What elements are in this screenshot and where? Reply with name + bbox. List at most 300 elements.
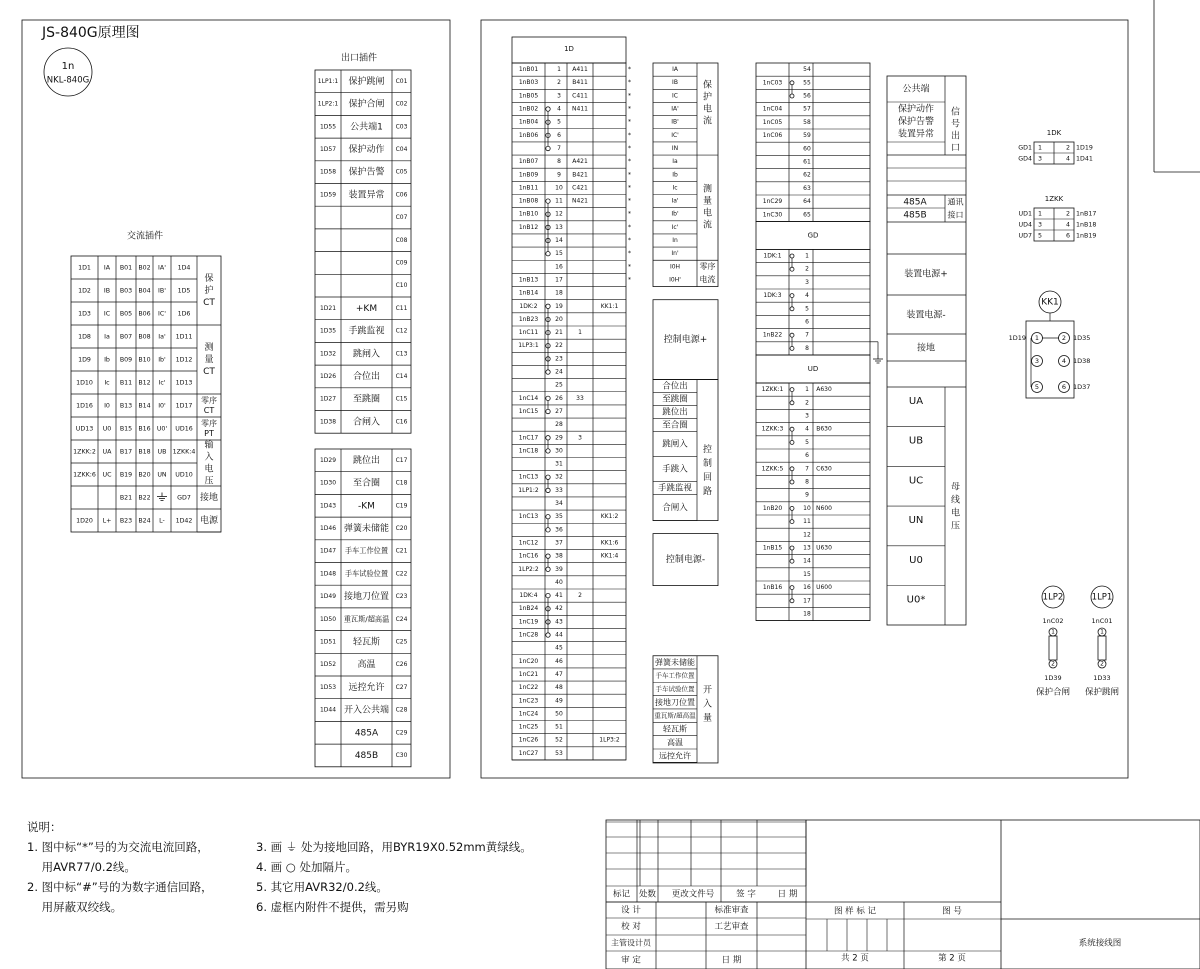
kk1-right-label: 1D38	[1073, 357, 1091, 365]
ac-cell: 1D10	[76, 379, 93, 387]
voltage-item: U0	[909, 554, 923, 566]
note-line: 4. 画 ○ 处加隔片。	[256, 860, 357, 874]
ac-cell: 1D12	[175, 356, 193, 364]
terminal-1d-num: 51	[555, 723, 563, 731]
terminal-1d-num: 39	[555, 565, 563, 573]
sign-review: 审 定	[621, 955, 641, 966]
page-total: 共 2 页	[841, 953, 869, 964]
terminal-1d-num: 27	[555, 407, 563, 415]
terminal-1d-from: 1DK:4	[519, 592, 538, 600]
terminal-wire: B630	[816, 425, 832, 433]
terminal-1d-num: 7	[557, 144, 561, 152]
out-pin: C05	[395, 168, 408, 176]
left-panel-frame	[22, 20, 450, 778]
terminal-num: 7	[805, 465, 809, 473]
separator-circle	[790, 94, 794, 98]
separator-circle	[546, 567, 550, 571]
ac-cell: UB	[157, 448, 167, 456]
terminal-1d-num: 3	[557, 92, 561, 100]
terminal-1d-num: 52	[555, 736, 563, 744]
out-pin: C30	[395, 751, 408, 759]
terminal-from: 1nB15	[762, 544, 783, 552]
separator-circle	[546, 449, 550, 453]
zkk-table-from: UD7	[1018, 232, 1032, 240]
out-terminal: 1D29	[319, 456, 337, 464]
current-loop-mark: *	[628, 118, 631, 126]
kk1-title: KK1	[1041, 297, 1059, 308]
terminal-1d-from: 1nB14	[518, 289, 539, 297]
terminal-1d-from: 1nB12	[518, 223, 539, 231]
out-terminal: 1D47	[319, 547, 337, 555]
signal-label: IB'	[671, 118, 679, 126]
terminal-1d-to: 1LP3:2	[599, 736, 620, 744]
terminal-1d-wire: B421	[572, 171, 588, 179]
zkk-table-to: 1nB19	[1076, 232, 1097, 240]
terminal-num: 2	[805, 265, 809, 273]
terminal-num: 4	[805, 292, 809, 300]
ac-cell: B10	[138, 356, 151, 364]
separator-circle	[790, 480, 794, 484]
signal-label: IC	[672, 92, 678, 100]
separator-circle	[790, 427, 794, 431]
signal-item: 保护告警	[897, 117, 935, 127]
signal-label: IC'	[671, 131, 679, 139]
terminal-from: 1nB20	[762, 504, 783, 512]
ac-cell: UC	[102, 471, 112, 479]
rev-header: 日 期	[777, 889, 798, 900]
separator-circle	[790, 546, 794, 550]
terminal-wire: C630	[816, 465, 832, 473]
ac-cell: Ib'	[158, 356, 166, 364]
group-label: 路	[702, 487, 713, 498]
rev-header: 更改文件号	[671, 889, 715, 900]
terminal-1d-from: 1nB11	[518, 184, 539, 192]
separator-circle	[790, 294, 794, 298]
terminal-num: 9	[805, 491, 809, 499]
group-label: 通讯	[947, 197, 964, 207]
terminal-num: 6	[805, 318, 809, 326]
rev-header: 处数	[638, 889, 657, 900]
out-terminal: 1D48	[319, 570, 337, 578]
out-terminal: 1D49	[319, 593, 337, 601]
terminal-1d-num: 20	[555, 315, 563, 323]
notes-col2	[256, 837, 532, 917]
group-label: 流	[702, 116, 713, 127]
out-function: 保护跳闸	[348, 76, 385, 87]
signal-label: I0H	[669, 263, 681, 271]
group-label: 量	[702, 196, 713, 207]
terminal-wire: U630	[816, 544, 832, 552]
lp2-caption: 保护合闸	[1035, 687, 1071, 698]
out-pin: C25	[395, 638, 408, 646]
ac-group-label: 接地	[199, 493, 219, 503]
terminal-num: 57	[803, 105, 811, 113]
voltage-item: UB	[908, 435, 924, 447]
ac-cell: B21	[119, 494, 133, 502]
out-pin: C16	[395, 418, 408, 426]
out-terminal: 1D57	[319, 145, 337, 153]
ac-cell: IA'	[158, 264, 166, 272]
note-line: 6. 虚框内附件不提供，需另购	[256, 900, 409, 914]
terminal-1d-to: KK1:2	[600, 513, 619, 521]
ac-group-label: CT	[203, 298, 215, 308]
drawing-title: JS-840G原理图	[42, 25, 140, 41]
terminal-1d-from: 1nC12	[518, 539, 539, 547]
terminal-1d-wire: C411	[572, 92, 588, 100]
terminal-1d-from: 1nC21	[518, 670, 539, 678]
page-number: 第 2 页	[938, 953, 966, 964]
ac-cell: Ic'	[158, 379, 166, 387]
terminal-num: 6	[805, 452, 809, 460]
terminal-1d-num: 47	[555, 670, 563, 678]
signal-label: Ib'	[671, 210, 679, 218]
ac-cell: B23	[119, 517, 133, 525]
separator-circle	[546, 304, 550, 308]
terminal-1d-from: 1nB07	[518, 158, 539, 166]
terminal-num: 54	[803, 66, 811, 74]
lp2-plate	[1049, 636, 1057, 660]
group-label: 开	[702, 685, 713, 696]
group-label: 母	[950, 482, 961, 493]
kk1-pin-num: 3	[1034, 357, 1040, 365]
current-loop-mark: *	[628, 131, 631, 139]
dk-table-to: 1D41	[1076, 155, 1093, 163]
zkk-table-to: 1nB17	[1076, 210, 1097, 218]
out-pin: C06	[395, 191, 408, 199]
kk1-pin-num: 2	[1061, 334, 1067, 342]
out-pin: C22	[395, 570, 408, 578]
terminal-from: 1nC06	[762, 132, 783, 140]
lp2-top: 1nC02	[1042, 617, 1064, 625]
zkk-table-num: 4	[1065, 221, 1071, 229]
note-line: 3. 画 ⏚ 处为接地回路，用BYR19X0.52mm黄绿线。	[256, 840, 532, 854]
ac-cell: I0'	[158, 402, 166, 410]
out-terminal: 1D58	[319, 168, 337, 176]
group-label: 电	[702, 104, 713, 115]
out-pin: C15	[395, 395, 408, 403]
terminal-1d-num: 5	[557, 118, 561, 126]
ac-cell: 1ZKK:2	[73, 448, 96, 456]
out-terminal: 1D50	[319, 615, 337, 623]
group-label: 号	[950, 119, 961, 130]
terminal-num: 55	[803, 79, 811, 87]
terminal-1d-num: 23	[555, 355, 563, 363]
ctrl-item: 跳位出	[662, 407, 688, 418]
group-label: 出	[950, 131, 961, 142]
zkk-table-from: UD4	[1018, 221, 1032, 229]
zkk-table-title: 1ZKK	[1044, 195, 1064, 203]
group-label: 量	[702, 713, 713, 724]
ac-group-label: 量	[204, 355, 214, 365]
terminal-1d-num: 14	[555, 237, 563, 245]
separator-circle	[546, 633, 550, 637]
zkk-table-num: 5	[1037, 232, 1043, 240]
terminal-1d-num: 50	[555, 710, 563, 718]
ctrl-item: 跳闸入	[662, 439, 688, 450]
terminal-num: 5	[805, 305, 809, 313]
terminal-num: 16	[803, 584, 811, 592]
current-loop-mark: *	[628, 184, 631, 192]
comm-item: 485A	[903, 197, 927, 208]
input-item: 轻瓦斯	[663, 724, 687, 734]
terminal-1d-num: 48	[555, 684, 563, 692]
signal-item: 装置异常	[897, 129, 935, 140]
ac-group-label: PT	[204, 429, 214, 438]
terminal-1d-from: 1nC24	[518, 710, 539, 718]
separator-circle	[790, 440, 794, 444]
out-pin: C17	[395, 456, 408, 464]
ac-group-label: 零序	[201, 396, 217, 405]
separator-circle	[546, 436, 550, 440]
ac-group-label: 测	[204, 343, 214, 353]
lp1-pin-num: 2	[1100, 660, 1104, 668]
terminal-1d-from: 1nC13	[518, 473, 539, 481]
terminal-from: 1nC03	[762, 79, 783, 87]
out-plugin-title: 出口插件	[340, 53, 378, 64]
out-terminal: 1LP1:1	[317, 77, 339, 85]
current-loop-mark: *	[628, 105, 631, 113]
group-label: 护	[702, 92, 713, 103]
current-loop-mark: *	[628, 92, 631, 100]
terminal-1d-from: 1nB06	[518, 131, 539, 139]
out-function: 开入公共端	[343, 705, 390, 716]
group-label: 信	[950, 107, 961, 118]
out-terminal: 1D32	[319, 350, 337, 358]
ac-cell: B04	[138, 287, 151, 295]
terminal-1d-num: 15	[555, 250, 563, 258]
out-pin: C07	[395, 214, 408, 222]
input-item: 手车工作位置	[655, 671, 695, 680]
terminal-num: 4	[805, 425, 809, 433]
group-label: 入	[702, 699, 713, 710]
terminal-from: 1ZKK:3	[761, 425, 784, 433]
terminal-from: 1DK:1	[763, 252, 782, 260]
terminal-1d-from: 1nC20	[518, 657, 539, 665]
terminal-1d-from: 1nC14	[518, 394, 539, 402]
out-pin: C26	[395, 661, 408, 669]
separator-circle	[546, 370, 550, 374]
current-loop-mark: *	[628, 210, 631, 218]
signal-label: I0H'	[669, 276, 681, 284]
ac-cell: UD13	[75, 425, 94, 433]
zkk-table-num: 2	[1065, 210, 1071, 218]
ac-cell: 1D3	[78, 310, 91, 318]
note-line: 用AVR77/0.2线。	[27, 860, 136, 874]
ac-cell: 1D42	[175, 517, 193, 525]
terminal-1d-num: 38	[555, 552, 563, 560]
group-label: 压	[950, 521, 961, 532]
terminal-1d-num: 17	[555, 276, 563, 284]
terminal-1d-from: 1nB24	[518, 605, 539, 613]
terminal-num: 60	[803, 145, 811, 153]
out-terminal: 1D35	[319, 327, 337, 335]
ac-cell: B15	[119, 425, 133, 433]
separator-circle	[546, 107, 550, 111]
terminal-1d-from: 1LP1:2	[518, 486, 539, 494]
terminal-1d-num: 41	[555, 592, 563, 600]
ac-group-label: 零序	[201, 419, 217, 428]
current-loop-mark: *	[628, 237, 631, 245]
ac-cell: L-	[159, 517, 165, 525]
terminal-num: 7	[805, 331, 809, 339]
out-function: 远控允许	[348, 682, 385, 693]
kk1-right-label: 1D37	[1073, 383, 1091, 391]
ac-group-label: 电	[204, 464, 214, 475]
terminal-wire: U600	[816, 584, 832, 592]
gd-title: GD	[807, 231, 819, 240]
ac-cell: B22	[138, 494, 151, 502]
terminal-num: 59	[803, 132, 811, 140]
ctrl-power-pos: 控制电源+	[663, 335, 708, 346]
dk-table-num: 2	[1065, 144, 1071, 152]
out-pin: C28	[395, 706, 408, 714]
terminal-num: 15	[803, 570, 811, 578]
signal-item: 保护动作	[897, 104, 935, 115]
terminal-1d-num: 22	[555, 342, 563, 350]
lp2-pin-num: 2	[1051, 660, 1055, 668]
power-item: 接地	[916, 343, 936, 354]
notes-col1	[27, 817, 213, 917]
ac-cell: IC	[103, 310, 111, 318]
signal-label: Ia'	[671, 197, 679, 205]
separator-circle	[546, 514, 550, 518]
zkk-table-num: 1	[1037, 210, 1043, 218]
terminal-1d-wire: N421	[572, 197, 588, 205]
terminal-1d-num: 53	[555, 749, 563, 757]
ac-cell: B13	[119, 402, 133, 410]
terminal-num: 10	[803, 504, 811, 512]
ac-cell: Ia'	[158, 333, 166, 341]
ac-cell: B14	[138, 402, 151, 410]
dk-table-num: 3	[1037, 155, 1043, 163]
terminal-num: 64	[803, 198, 811, 206]
ctrl-power-neg: 控制电源-	[665, 555, 706, 566]
separator-circle	[546, 409, 550, 413]
terminal-1d-num: 33	[555, 486, 563, 494]
terminal-1d-wire: 2	[578, 592, 582, 600]
out-pin: C04	[395, 145, 408, 153]
separator-circle	[790, 346, 794, 350]
out-function: 重瓦斯/超高温	[343, 614, 390, 624]
proc-review: 工艺审查	[714, 922, 749, 932]
ac-cell: U0	[102, 425, 112, 433]
signal-label: IN	[671, 144, 679, 152]
terminal-1d-from: 1nB08	[518, 197, 539, 205]
group-label: 零序	[699, 261, 716, 271]
group-label: 线	[950, 495, 961, 506]
input-item: 弹簧未储能	[655, 657, 695, 667]
ud-title: UD	[807, 365, 819, 373]
terminal-1d-from: 1nB02	[518, 105, 539, 113]
ac-plugin-title: 交流插件	[126, 231, 164, 242]
out-pin: C24	[395, 615, 408, 623]
out-function: 手车工作位置	[344, 546, 389, 556]
out-pin: C20	[395, 524, 408, 532]
dk-table-to: 1D19	[1076, 144, 1093, 152]
out-pin: C11	[395, 304, 408, 312]
terminal-1d-num: 8	[557, 158, 561, 166]
terminal-from: 1ZKK:5	[761, 465, 784, 473]
out-pin: C18	[395, 479, 408, 487]
separator-circle	[546, 528, 550, 532]
lp1-title: 1LP1	[1091, 592, 1113, 603]
group-label: 控	[702, 445, 713, 456]
out-function: 弹簧未储能	[343, 523, 390, 534]
power-item: 装置电源+	[904, 269, 948, 280]
out-pin: C02	[395, 100, 408, 108]
ac-cell: B09	[119, 356, 133, 364]
out-pin: C14	[395, 372, 408, 380]
out-terminal: 1D46	[319, 524, 337, 532]
terminal-1d-from: 1nB09	[518, 171, 539, 179]
ac-cell: 1D11	[175, 333, 193, 341]
terminal-1d-wire: N411	[572, 105, 588, 113]
out-pin: C13	[395, 350, 408, 358]
signal-label: IB	[672, 79, 678, 87]
terminal-1d-num: 49	[555, 697, 563, 705]
lp2-pin-num: 1	[1051, 628, 1055, 636]
terminal-1d-num: 40	[555, 578, 563, 586]
out-terminal: 1D30	[319, 479, 337, 487]
current-loop-mark: *	[628, 158, 631, 166]
terminal-from: 1nC04	[762, 105, 783, 113]
terminal-1d-from: 1nB13	[518, 276, 539, 284]
terminal-1d-num: 21	[555, 329, 563, 337]
current-loop-mark: *	[628, 263, 631, 271]
terminal-1d-num: 26	[555, 394, 563, 402]
dk-table-from: GD1	[1018, 144, 1032, 152]
signal-label: Ib	[672, 171, 678, 179]
terminal-1d-num: 24	[555, 368, 563, 376]
ctrl-item: 手跳监视	[657, 483, 693, 494]
terminal-1d-to: KK1:4	[600, 552, 619, 560]
out-pin: C10	[395, 282, 408, 290]
ac-cell: UD10	[175, 471, 193, 479]
lp1-bottom: 1D33	[1093, 674, 1111, 682]
terminal-1d-num: 32	[555, 473, 563, 481]
ac-cell: B08	[138, 333, 151, 341]
note-line: 5. 其它用AVR32/0.2线。	[256, 880, 388, 894]
separator-circle	[546, 554, 550, 558]
terminal-1d-from: 1nB03	[518, 79, 539, 87]
zkk-table-from: UD1	[1018, 210, 1032, 218]
dk-table-title: 1DK	[1046, 129, 1062, 137]
terminal-1d-num: 29	[555, 434, 563, 442]
out-terminal: 1D27	[319, 395, 337, 403]
group-label: 制	[702, 459, 713, 470]
out-terminal: 1D59	[319, 191, 337, 199]
dk-table-from: GD4	[1018, 155, 1032, 163]
drawing-no: 图 号	[942, 906, 962, 917]
input-item: 高温	[667, 737, 683, 747]
note-line: 1. 图中标“*”号的为交流电流回路，	[27, 840, 209, 854]
terminal-1d-num: 46	[555, 657, 563, 665]
power-item: 装置电源-	[906, 310, 946, 321]
terminal-1d-from: 1nB01	[518, 66, 539, 74]
terminal-1d-wire: 1	[578, 329, 582, 337]
group-label: 接口	[947, 210, 964, 220]
group-label: 测	[702, 184, 713, 195]
out-terminal: 1D38	[319, 418, 337, 426]
ctrl-item: 至跳圈	[662, 394, 688, 405]
terminal-num: 17	[803, 597, 811, 605]
terminal-wire: A630	[816, 386, 832, 394]
ac-cell: IB'	[158, 287, 166, 295]
terminal-1d-from: 1nC15	[518, 407, 539, 415]
separator-circle	[790, 401, 794, 405]
separator-circle	[546, 199, 550, 203]
out-pin: C21	[395, 547, 408, 555]
